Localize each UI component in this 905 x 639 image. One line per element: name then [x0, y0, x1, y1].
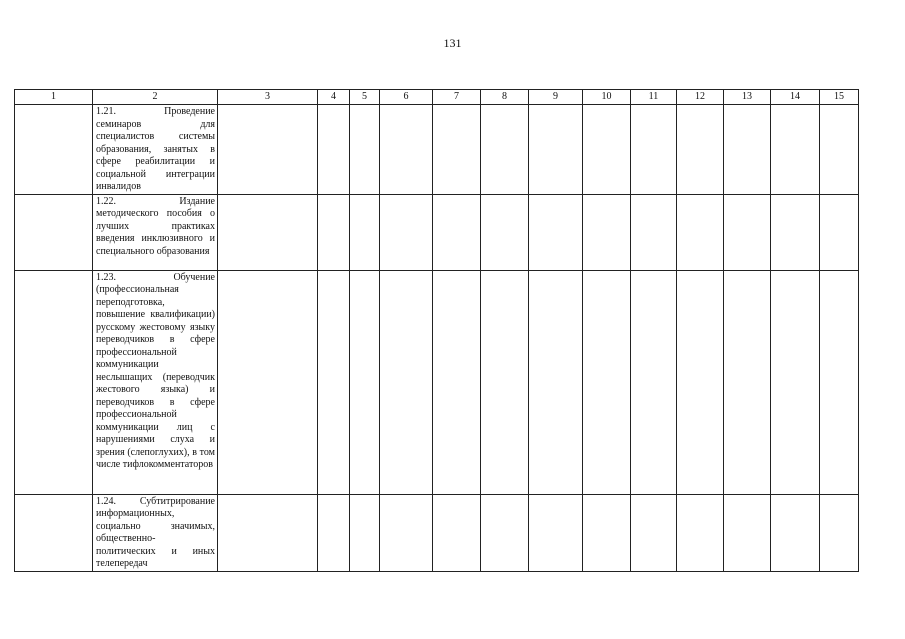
table-cell [350, 105, 380, 195]
table-cell [218, 270, 318, 494]
table-cell [724, 494, 771, 571]
table-cell [583, 194, 631, 270]
table-cell [481, 270, 529, 494]
header-cell-10: 10 [583, 90, 631, 105]
table-cell [820, 270, 859, 494]
table-row [15, 105, 859, 195]
header-cell-4: 4 [318, 90, 350, 105]
table-cell [380, 494, 433, 571]
header-cell-15: 15 [820, 90, 859, 105]
table-cell [218, 494, 318, 571]
table-cell [583, 105, 631, 195]
program-table [14, 89, 859, 572]
table-cell [631, 194, 677, 270]
table-cell [677, 194, 724, 270]
header-cell-9: 9 [529, 90, 583, 105]
table-cell [318, 494, 350, 571]
table-cell [15, 494, 93, 571]
table-cell [433, 494, 481, 571]
header-cell-12: 12 [677, 90, 724, 105]
table-cell [820, 494, 859, 571]
header-cell-1: 1 [15, 90, 93, 105]
table-cell [481, 105, 529, 195]
table-cell [529, 194, 583, 270]
header-cell-3: 3 [218, 90, 318, 105]
table-cell [820, 194, 859, 270]
table-cell [529, 270, 583, 494]
table-cell [318, 194, 350, 270]
header-cell-8: 8 [481, 90, 529, 105]
table-cell [677, 105, 724, 195]
header-cell-7: 7 [433, 90, 481, 105]
table-cell [677, 494, 724, 571]
table-cell [631, 270, 677, 494]
table-cell [677, 270, 724, 494]
table-cell [724, 105, 771, 195]
table-cell [724, 270, 771, 494]
table-cell [15, 270, 93, 494]
table-cell [380, 105, 433, 195]
table-cell [529, 494, 583, 571]
table-cell [631, 105, 677, 195]
table-cell [433, 270, 481, 494]
table-cell [529, 105, 583, 195]
table-cell [583, 270, 631, 494]
header-cell-14: 14 [771, 90, 820, 105]
header-cell-5: 5 [350, 90, 380, 105]
header-row [15, 90, 859, 105]
table-row [15, 194, 859, 270]
table-cell [218, 194, 318, 270]
header-cell-6: 6 [380, 90, 433, 105]
table-cell [350, 194, 380, 270]
page-number: 131 [443, 36, 462, 50]
table-cell [583, 494, 631, 571]
activity-description: 1.22. Издание методического пособия о лучших практиках введения инклюзивного и специального образования [93, 194, 218, 270]
table-row [15, 270, 859, 494]
activity-description: 1.21. Проведение семинаров для специалистов системы образования, занятых в сфере реабилитации и социальной интеграции инвалидов [93, 105, 218, 195]
table-cell [350, 270, 380, 494]
header-cell-13: 13 [724, 90, 771, 105]
table-cell [481, 194, 529, 270]
table-cell [433, 105, 481, 195]
table-cell [433, 194, 481, 270]
table-cell [318, 270, 350, 494]
table-cell [771, 494, 820, 571]
header-cell-11: 11 [631, 90, 677, 105]
table-cell [631, 494, 677, 571]
table-cell [771, 105, 820, 195]
table-cell [218, 105, 318, 195]
table-cell [380, 194, 433, 270]
table-cell [318, 105, 350, 195]
table-cell [771, 194, 820, 270]
activity-description: 1.24. Субтитрирование информационных, социально значимых, общественно-политических и иных телепередач [93, 494, 218, 571]
table-cell [724, 194, 771, 270]
table-cell [481, 494, 529, 571]
table-cell [15, 194, 93, 270]
table-cell [380, 270, 433, 494]
table-cell [350, 494, 380, 571]
table-row [15, 494, 859, 571]
table-cell [820, 105, 859, 195]
table-cell [771, 270, 820, 494]
activity-description: 1.23. Обучение (профессиональная переподготовка, повышение квалификации) русскому жестовому языку переводчиков в сфере профессиональной коммуникации неслышащих (переводчик жестового языка) и переводчиков в сфере профессиональной коммуникации лиц с нарушениями слуха и зрения (слепоглухих), в том числе тифлокомментаторов [93, 270, 218, 494]
header-cell-2: 2 [93, 90, 218, 105]
table-cell [15, 105, 93, 195]
